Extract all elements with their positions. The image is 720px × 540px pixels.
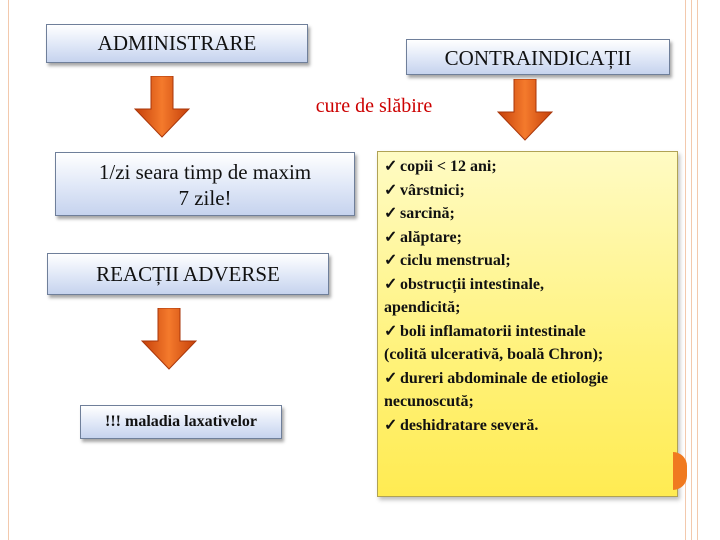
list-item: ✓ copii < 12 ani; [384,155,673,179]
list-item: ✓ dureri abdominale de etiologie [384,367,673,391]
dosage-line-1: 1/zi seara timp de maxim [98,160,312,184]
checkmark-icon: ✓ [384,158,398,175]
context-subtitle: cure de slăbire [315,95,433,117]
list-item: ✓ vârstnici; [384,179,673,203]
left-border-line [8,0,9,540]
checkmark-icon: ✓ [384,416,398,434]
down-arrow-icon [141,308,197,370]
list-item-continuation: (colită ulcerativă, boală Chron); [384,346,604,363]
dosage-line-2: 7 zile! [178,186,232,210]
list-item-continuation: apendicită; [384,299,461,316]
contraindications-note [377,151,678,497]
list-item: ✓ ciclu menstrual; [384,249,673,273]
adverse-reactions-box [47,253,329,295]
contraindications-box [406,39,670,75]
laxative-disease-box [80,405,282,439]
right-border-line [697,0,698,540]
right-border-line [691,0,692,540]
administration-box [46,24,308,63]
list-item: ✓ obstrucții intestinale, [384,273,673,297]
laxative-disease-label: !!! maladia laxativelor [105,413,257,430]
administration-label: ADMINISTRARE [97,31,257,55]
checkmark-icon: ✓ [384,205,398,222]
checkmark-icon: ✓ [384,228,398,246]
contraindications-label: CONTRAINDICAȚII [444,46,632,70]
dosage-box [55,152,355,216]
checkmark-icon: ✓ [384,322,398,340]
down-arrow-icon [134,76,190,138]
checkmark-icon: ✓ [384,252,398,269]
list-item: ✓ alăptare; [384,226,673,250]
list-item: ✓ boli inflamatorii intestinale [384,320,673,344]
adverse-reactions-label: REACȚII ADVERSE [96,262,280,286]
list-item-continuation: necunoscută; [384,393,474,410]
list-item: ✓ deshidratare severă. [384,414,673,438]
contraindications-list [384,155,673,437]
checkmark-icon: ✓ [384,181,398,199]
down-arrow-icon [497,79,553,141]
list-item: ✓ sarcină; [384,202,673,226]
checkmark-icon: ✓ [384,369,398,387]
checkmark-icon: ✓ [384,275,398,293]
